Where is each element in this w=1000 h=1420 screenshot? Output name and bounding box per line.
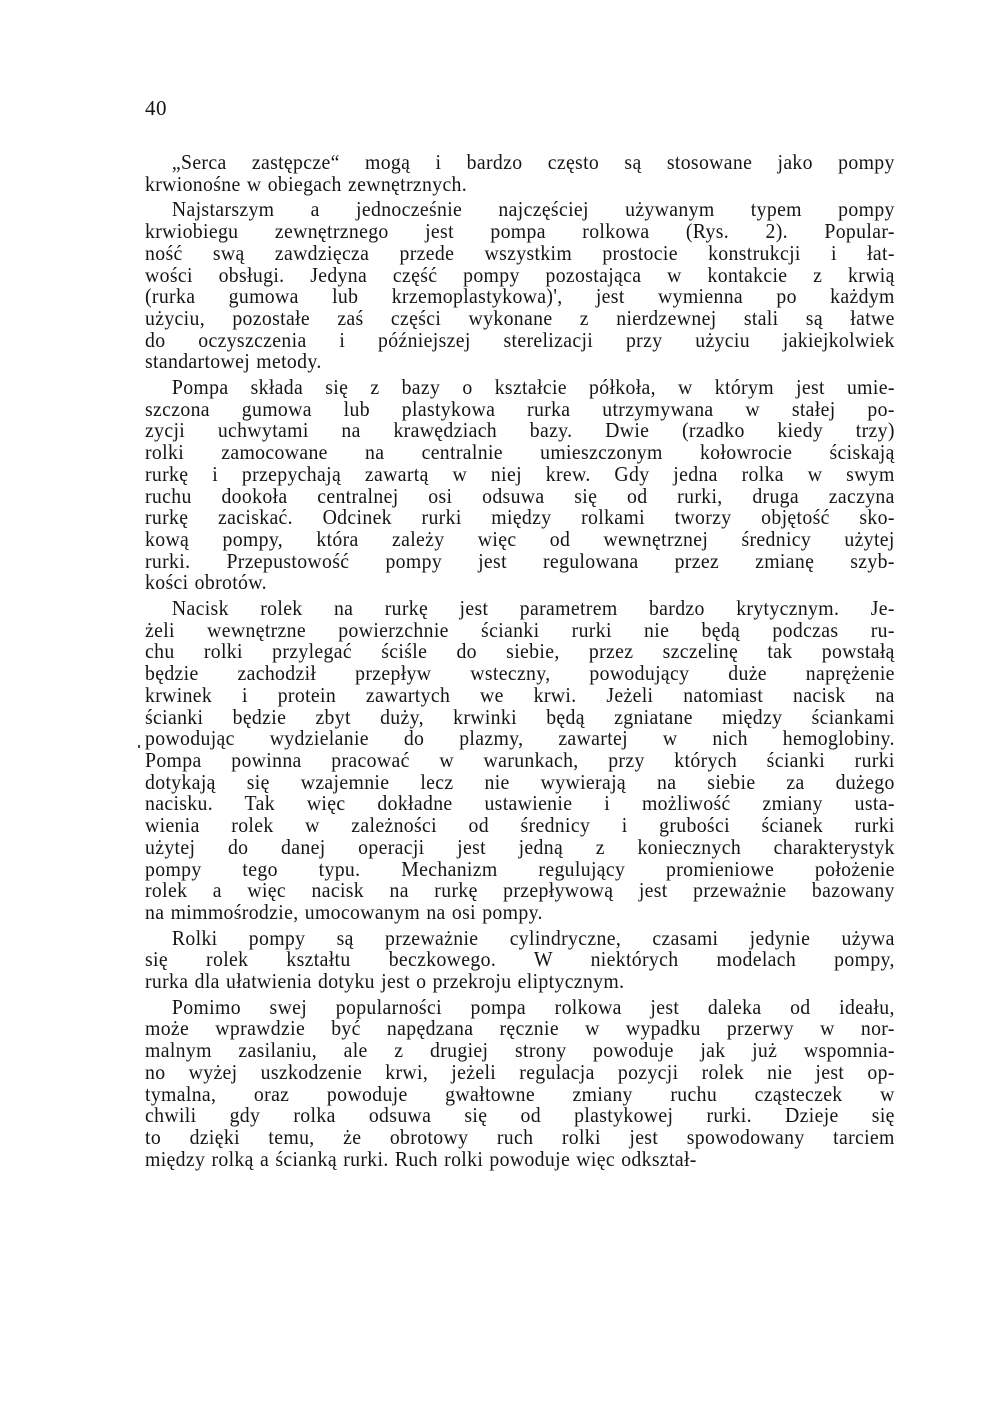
text-line: ność swą zawdzięcza przede wszystkim prostocie konstrukcji i łat- [145, 242, 895, 265]
text-line: krwinek i protein zawartych we krwi. Jeżeli natomiast nacisk na [145, 684, 895, 707]
text-line: użytej do danej operacji jest jedną z koniecznych charakterystyk [145, 836, 895, 859]
scan-speck [138, 745, 140, 748]
text-line: nacisku. Tak więc dokładne ustawienie i możliwość zmiany usta- [145, 793, 895, 816]
text-line: krwionośne w obiegach zewnętrznych. [145, 173, 468, 196]
text-line: to dzięki temu, że obrotowy ruch rolki jest spowodowany tarciem [145, 1126, 895, 1149]
text-line: Najstarszym a jednocześnie najczęściej używanym typem pompy [171, 199, 895, 222]
text-line: zycji uchwytami na krawędziach bazy. Dwie (rzadko kiedy trzy) [145, 420, 895, 443]
text-line: szczona gumowa lub plastykowa rurka utrzymywana w stałej po- [145, 398, 895, 421]
text-line: się rolek kształtu beczkowego. W niektórych modelach pompy, [145, 949, 895, 972]
text-line: dotykają się wzajemnie lecz nie wywierają na siebie za dużego [145, 771, 895, 794]
body-text [145, 153, 895, 1171]
text-line: „Serca zastępcze“ mogą i bardzo często są stosowane jako pompy [171, 152, 895, 174]
text-line: standartowej metody. [145, 351, 322, 374]
text-line: powodując wydzielanie do plazmy, zawartej w nich hemoglobiny. [145, 728, 895, 751]
text-line: rurka dla ułatwienia dotyku jest o przekroju eliptycznym. [145, 971, 625, 994]
text-line: rolki zamocowane na centralnie umieszczonym kołowrocie ściskają [145, 442, 895, 465]
text-line: chwili gdy rolka odsuwa się od plastykowej rurki. Dzieje się [145, 1105, 895, 1128]
text-line: kości obrotów. [145, 572, 267, 595]
text-line: malnym zasilaniu, ale z drugiej strony powoduje jak już wspomnia- [145, 1040, 895, 1063]
text-line: wienia rolek w zależności od średnicy i grubości ścianek rurki [145, 815, 895, 838]
text-line: między rolką a ścianką rurki. Ruch rolki powoduje więc odkształ- [145, 1148, 697, 1171]
text-line: krwiobiegu zewnętrznego jest pompa rolkowa (Rys. 2). Popular- [145, 221, 895, 244]
text-line: Pomimo swej popularności pompa rolkowa jest daleka od ideału, [171, 996, 895, 1019]
text-line: żeli wewnętrzne powierzchnie ścianki rurki nie będą podczas ru- [145, 619, 895, 642]
text-line: Rolki pompy są przeważnie cylindryczne, czasami jedynie używa [171, 927, 895, 950]
text-line: (rurka gumowa lub krzemoplastykowa)', jest wymienna po każdym [145, 286, 895, 309]
text-line: Pompa składa się z bazy o kształcie półkoła, w którym jest umie- [171, 377, 895, 400]
text-line: no wyżej uszkodzenie krwi, jeżeli regulacja pozycji rolek nie jest op- [145, 1061, 895, 1084]
text-line: ruchu dookoła centralnej osi odsuwa się od rurki, druga zaczyna [145, 485, 895, 508]
text-line: chu rolki przylegać ściśle do siebie, przez szczelinę tak powstałą [145, 641, 895, 664]
text-line: rolek a więc nacisk na rurkę przepływową jest przeważnie bazowany [145, 880, 895, 903]
text-line: wości obsługi. Jedyna część pompy pozostająca w kontakcie z krwią [145, 264, 895, 287]
paragraph [145, 378, 895, 595]
book-page [145, 96, 895, 1175]
text-line: pompy tego typu. Mechanizm regulujący promieniowe położenie [145, 858, 895, 881]
text-line: na mimmośrodzie, umocowanym na osi pompy. [145, 901, 543, 924]
text-line: Nacisk rolek na rurkę jest parametrem bardzo krytycznym. Je- [171, 598, 895, 621]
text-line: Pompa powinna pracować w warunkach, przy których ścianki rurki [145, 749, 895, 772]
text-line: do oczyszczenia i późniejszej sterelizacji przy użyciu jakiejkolwiek [145, 329, 895, 352]
text-line: tymalna, oraz powoduje gwałtowne zmiany ruchu cząsteczek w [145, 1083, 895, 1106]
text-line: będzie zachodził przepływ wsteczny, powodujący duże naprężenie [145, 663, 895, 686]
paragraph [145, 929, 895, 994]
text-line: ścianki będzie zbyt duży, krwinki będą zgniatane między ściankami [145, 706, 895, 729]
text-line: rurkę zaciskać. Odcinek rurki między rolkami tworzy objętość sko- [145, 507, 895, 530]
text-line: użyciu, pozostałe zaś części wykonane z nierdzewnej stali są łatwe [145, 307, 895, 330]
page-number: 40 [145, 96, 167, 120]
paragraph [145, 200, 895, 374]
text-line: rurki. Przepustowość pompy jest regulowana przez zmianę szyb- [145, 550, 895, 573]
paragraph [145, 998, 895, 1172]
paragraph [145, 599, 895, 925]
text-line: może wprawdzie być napędzana ręcznie w wypadku przerwy w nor- [145, 1018, 895, 1041]
text-line: rurkę i przepychają zawartą w niej krew. Gdy jedna rolka w swym [145, 463, 895, 486]
paragraph [145, 153, 895, 196]
text-line: kową pompy, która zależy więc od wewnętrznej średnicy użytej [145, 528, 895, 551]
